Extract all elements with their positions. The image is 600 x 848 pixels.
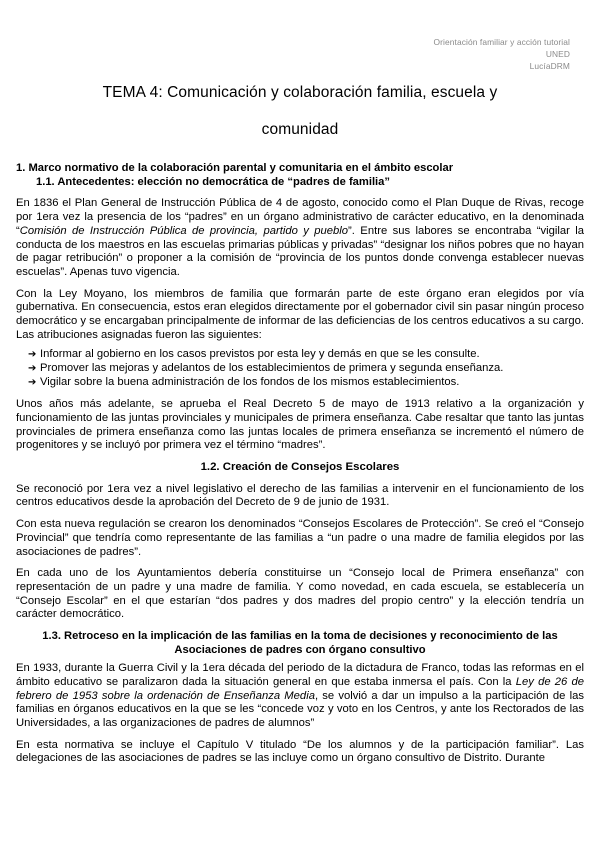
subsection-heading-1-3: 1.3. Retroceso en la implicación de las familias en la toma de decisiones y reconocimiento de las Asociaciones de padres con órgano consultivo [42,630,558,656]
paragraph-plan-duque-rivas: En 1836 el Plan General de Instrucción Pública de 4 de agosto, conocido como el Plan Duque de Rivas, recoge por 1era vez la presencia de los “padres” en un órgano administrativo de carácter educativo, en la denominada “Comisión de Instrucción Pública de provincia, partido y pueblo”. Entre sus labores se encontraba “vigilar la conducta de los maestros en las escuelas primarias públicas y privadas” “designar los niños pobres que no hayan de pagar retribución” o proponer a la comisión de “provincia de los puntos donde convenga establecer nuevas escuelas”. Apenas tuvo vigencia. [16,197,585,278]
running-header [434,36,570,73]
page-title-line-1: TEMA 4: Comunicación y colaboración familia, escuela y [102,84,498,101]
paragraph-ley-1953: En 1933, durante la Guerra Civil y la 1era década del periodo de la dictadura de Franco, todas las reformas en el ámbito educativo se paralizaron dada la situación general en que estaba inmersa el país. Con la Ley de 26 de febrero de 1953 sobre la ordenación de Enseñanza Media, se volvió a dar un impulso a la participación de las familias en órganos educativos en la que se les “concede voz y voto en los Centros, y ante los Rectorados de las Universidades, a las organizaciones de padres de alumnos” [16,662,584,730]
document-body [16,162,584,774]
paragraph-consejos-proteccion: Con esta nueva regulación se crearon los denominados “Consejos Escolares de Protección”. Se creó el “Consejo Provincial” que tendría como representante de las familias a “un padre o una madre de familia elegidos por las asociaciones de padres”. [16,518,584,558]
list-item: ➔ Vigilar sobre la buena administración de los fondos de los mismos establecimientos. [28,375,460,388]
emphasis-comision: Comisión de Instrucción Pública de provincia, partido y pueblo [19,224,349,237]
paragraph-real-decreto-1913: Unos años más adelante, se aprueba el Real Decreto 5 de mayo de 1913 relativo a la organización y funcionamiento de las juntas provinciales y municipales de primera enseñanza. Cabe resaltar que tanto las juntas provinciales de primera enseñanza como las juntas locales de primera enseñanza se incrementó el número de progenitores y se incluyó por primera vez el término “madres”. [16,398,584,452]
list-item: ➔ Promover las mejoras y adelantos de los establecimientos de primera y segunda enseñanza. [28,362,504,375]
paragraph-decreto-1931: Se reconoció por 1era vez a nivel legislativo el derecho de las familias a intervenir en el funcionamiento de los centros educativos desde la aprobación del Decreto de 9 de junio de 1931. [16,482,584,509]
emphasis-ley-1953: Ley de 26 de febrero de 1953 sobre la ordenación de Enseñanza Media [16,675,584,702]
header-author: LucíaDRM [529,61,570,72]
list-item: ➔ Informar al gobierno en los casos previstos por esta ley y demás en que se les consulte. [28,348,480,361]
header-course: Orientación familiar y acción tutorial [433,37,570,47]
header-university: UNED [545,49,570,60]
arrow-bullet-icon: ➔ [28,376,37,388]
paragraph-ley-moyano: Con la Ley Moyano, los miembros de familia que formarán parte de este órgano eran elegidos por vía gubernativa. En consecuencia, estos eran elegidos directamente por el gobernador civil sin pasar ningún proceso democrático y se encargaban principalmente de informar de las deficiencias de los centros educativos a su cargo. Las atribuciones asignadas fueron las siguientes: [16,287,584,341]
arrow-bullet-icon: ➔ [28,349,37,361]
subsection-heading-1-1: 1.1. Antecedentes: elección no democrática de “padres de familia” [36,175,390,188]
subsection-heading-1-2: 1.2. Creación de Consejos Escolares [200,461,400,474]
attributions-list [28,348,584,389]
arrow-bullet-icon: ➔ [28,363,37,375]
paragraph-consejo-local: En cada uno de los Ayuntamientos debería constituirse un “Consejo local de Primera enseñanza” con representación de un padre y una madre de familia. Y como novedad, en cada escuela, se establecería un “Consejo Escolar” en el que estarían “dos padres y dos madres del propio centro” y la elección tendría un carácter democrático. [16,567,584,621]
paragraph-capitulo-v: En esta normativa se incluye el Capítulo V titulado “De los alumnos y de la participación familiar”. Las delegaciones de las asociaciones de padres se las incluye como un órgano consultivo de Distrito. Durante [16,738,584,765]
section-heading-1: 1. Marco normativo de la colaboración parental y comunitaria en el ámbito escolar [16,162,454,174]
page-title-line-2: comunidad [261,121,339,138]
